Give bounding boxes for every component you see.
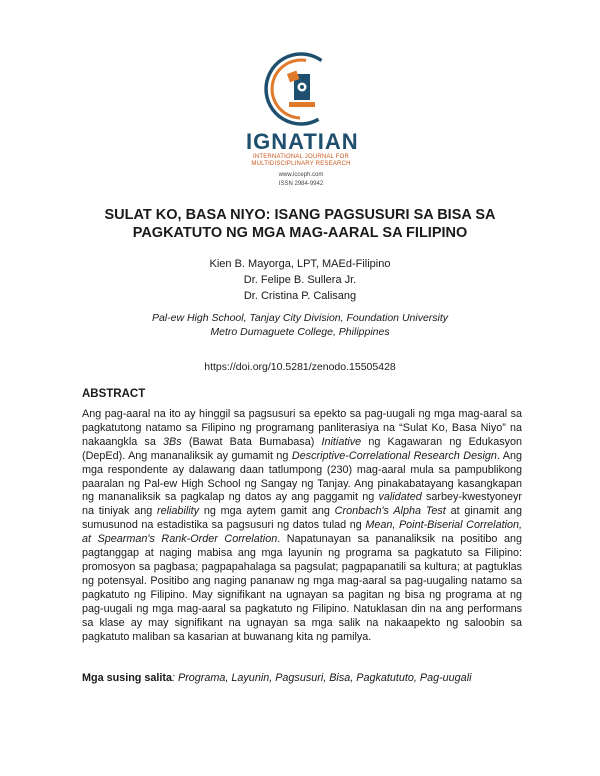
author-2: Dr. Felipe B. Sullera Jr. — [243, 274, 357, 286]
abstract-heading: ABSTRACT — [82, 388, 146, 400]
paper-title — [70, 206, 530, 242]
journal-subtitle-1: INTERNATIONAL JOURNAL FOR — [252, 154, 350, 160]
paper-title-line-2: PAGKATUTO NG MGA MAG-AARAL SA FILIPINO — [132, 225, 468, 241]
abstract-body — [82, 408, 522, 644]
journal-subtitle-2: MULTIDISCIPLINARY RESEARCH — [251, 161, 351, 167]
abstract-emphasis: Initiative — [321, 435, 362, 448]
author-1: Kien B. Mayorga, LPT, MAEd-Filipino — [209, 258, 391, 270]
abstract-emphasis: reliability — [157, 505, 200, 518]
abstract-text: sarbey-kwestyoneyr na tiniyak ang — [82, 491, 522, 518]
ignatian-emblem-icon — [262, 50, 340, 128]
keywords-line — [82, 671, 522, 685]
abstract-emphasis: Mean, Point-Biserial Correlation, at Spearman's Rank-Order Correlation — [82, 519, 522, 546]
abstract-text: at ginamit ang sumusunod na estadistika sa pagsusuri ng datos tulad ng — [82, 505, 522, 532]
journal-logo — [246, 50, 359, 189]
affiliation — [110, 311, 490, 339]
abstract-text: . Ang mga respondente ay dalawang daan tatlumpong (230) mag-aaral mula sa pampublikong paaralan ng Pal-ew High School ng Sangay ng Tanjay. Ang pinakabatayang kasangkapan ng mananaliksik sa pagkalap ng datos ay ang paggamit ng — [82, 449, 522, 504]
paper-title-line-1: SULAT KO, BASA NIYO: ISANG PAGSUSURI SA BISA SA — [104, 207, 496, 223]
abstract-emphasis: 3Bs — [163, 435, 182, 448]
abstract-emphasis: Descriptive-Correlational Research Design — [291, 449, 497, 462]
abstract-text: ng Kagawaran ng Edukasyon (DepEd). Ang mananaliksik ay gumamit ng — [82, 435, 523, 462]
abstract-text: . Napatunayan sa pananaliksik na positibo ang pagtanggap at naging mabisa ang mga layunin ng programa sa pagkatuto sa Filipino: promosyon sa pagbasa; pagpapahalaga sa pagsulat; pagpapanatili sa kultura; at pagtuklas ng potensyal. Positibo ang naging pananaw ng mga mag-aaral sa pag-uugaling natamo sa pagkatuto ng Filipino. May signifikant na ugnayan sa pagitan ng bisa ng programa at ng pag-uugali ng mga mag-aaral sa pagkatuto ng Filipino. Natuklasan din na ang performans sa klase ay may signifikant na ugnayan sa mga salik na nakaapekto ng saloobin sa pagkatuto maliban sa kasarian at buwanang kita ng pamilya. — [82, 533, 522, 643]
abstract-text: Ang pag-aaral na ito ay hinggil sa pagsusuri sa epekto sa pag-uugali ng mga mag-aaral sa pagkatutong natamo sa Filipino ng programang panliterasiya na “Sulat Ko, Basa Niyo” na nakaangkla sa — [82, 408, 522, 448]
keywords-list: : Programa, Layunin, Pagsusuri, Bisa, Pagkatututo, Pag-uugali — [172, 672, 472, 684]
author-3: Dr. Cristina P. Calisang — [243, 290, 357, 302]
abstract-text: ng mga aytem gamit ang — [199, 505, 335, 518]
journal-name: IGNATIAN — [246, 129, 359, 154]
doi-link[interactable]: https://doi.org/10.5281/zenodo.15505428 — [204, 361, 396, 373]
abstract-emphasis: validated — [378, 491, 422, 504]
keywords-label: Mga susing salita — [82, 672, 172, 684]
affiliation-line-2: Metro Dumaguete College, Philippines — [210, 326, 390, 338]
abstract-emphasis: Cronbach's Alpha Test — [334, 505, 446, 518]
journal-issn: ISSN 2984-9942 — [278, 181, 324, 187]
affiliation-line-1: Pal-ew High School, Tanjay City Division, Foundation University — [151, 312, 449, 324]
abstract-text: (Bawat Bata Bumabasa) — [181, 435, 322, 448]
author-list — [150, 256, 450, 304]
journal-website: www.icceph.com — [278, 172, 324, 178]
